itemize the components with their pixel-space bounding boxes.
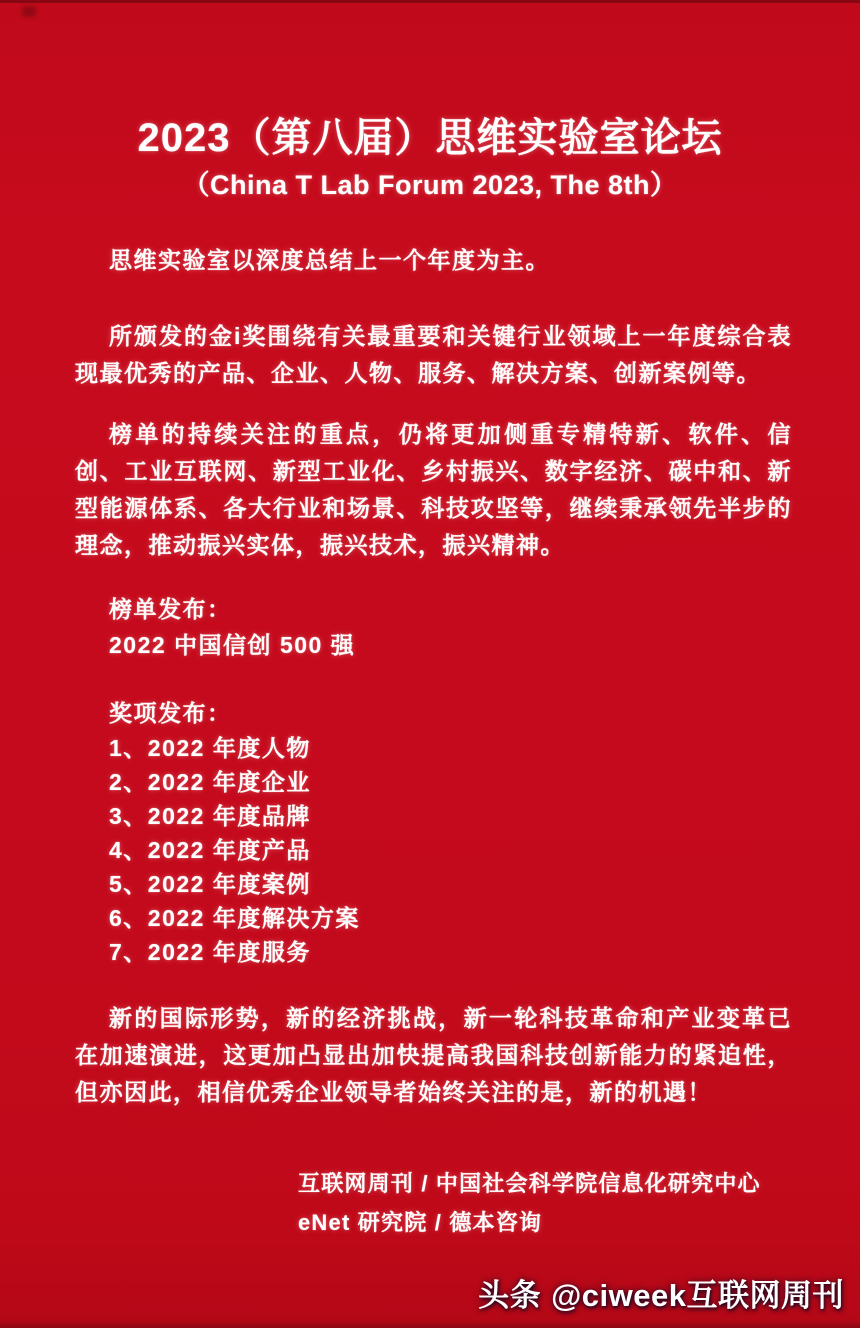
- awards-release-label: 奖项发布：: [109, 700, 232, 726]
- award-list: [109, 731, 360, 969]
- toutiao-logo-text: 头条: [478, 1278, 542, 1313]
- list-release-item-xinchuang500: 2022 中国信创 500 强: [109, 632, 356, 658]
- corner-artifact: [22, 6, 36, 17]
- award-item-company: 2、2022 年度企业: [109, 769, 311, 795]
- paragraph-award-scope: 所颁发的金i奖围绕有关最重要和关键行业领域上一年度综合表现最优秀的产品、企业、人物、服务、解决方案、创新案例等。: [75, 323, 792, 386]
- paragraph-focus: 榜单的持续关注的重点，仍将更加侧重专精特新、软件、信创、工业互联网、新型工业化、乡村振兴、数字经济、碳中和、新型能源体系、各大行业和场景、科技攻坚等，继续秉承领先半步的理念，推动振兴实体，振兴技术，振兴精神。: [75, 421, 792, 558]
- list-release-label: 榜单发布：: [109, 596, 232, 622]
- award-item-person: 1、2022 年度人物: [109, 735, 311, 761]
- organizers-block: [298, 1164, 761, 1242]
- organizer-line-1: 互联网周刊 / 中国社会科学院信息化研究中心: [298, 1171, 761, 1196]
- paragraph-intro: 思维实验室以深度总结上一个年度为主。: [109, 247, 550, 273]
- award-item-solution: 6、2022 年度解决方案: [109, 905, 360, 931]
- poster-subtitle-en: （China T Lab Forum 2023, The 8th）: [182, 170, 678, 200]
- bottom-edge-shade: [0, 1320, 860, 1328]
- award-item-service: 7、2022 年度服务: [109, 939, 311, 965]
- award-item-product: 4、2022 年度产品: [109, 837, 311, 863]
- poster-title: 2023（第八届）思维实验室论坛: [137, 116, 723, 160]
- award-item-brand: 3、2022 年度品牌: [109, 803, 311, 829]
- toutiao-watermark: [478, 1270, 844, 1315]
- award-item-case: 5、2022 年度案例: [109, 871, 311, 897]
- organizer-line-2: eNet 研究院 / 德本咨询: [298, 1210, 543, 1235]
- watermark-handle: @ciweek互联网周刊: [551, 1278, 844, 1313]
- top-edge-shade: [0, 0, 860, 3]
- paragraph-closing: 新的国际形势，新的经济挑战，新一轮科技革命和产业变革已在加速演进，这更加凸显出加快提高我国科技创新能力的紧迫性，但亦因此，相信优秀企业领导者始终关注的是，新的机遇！: [75, 1005, 792, 1105]
